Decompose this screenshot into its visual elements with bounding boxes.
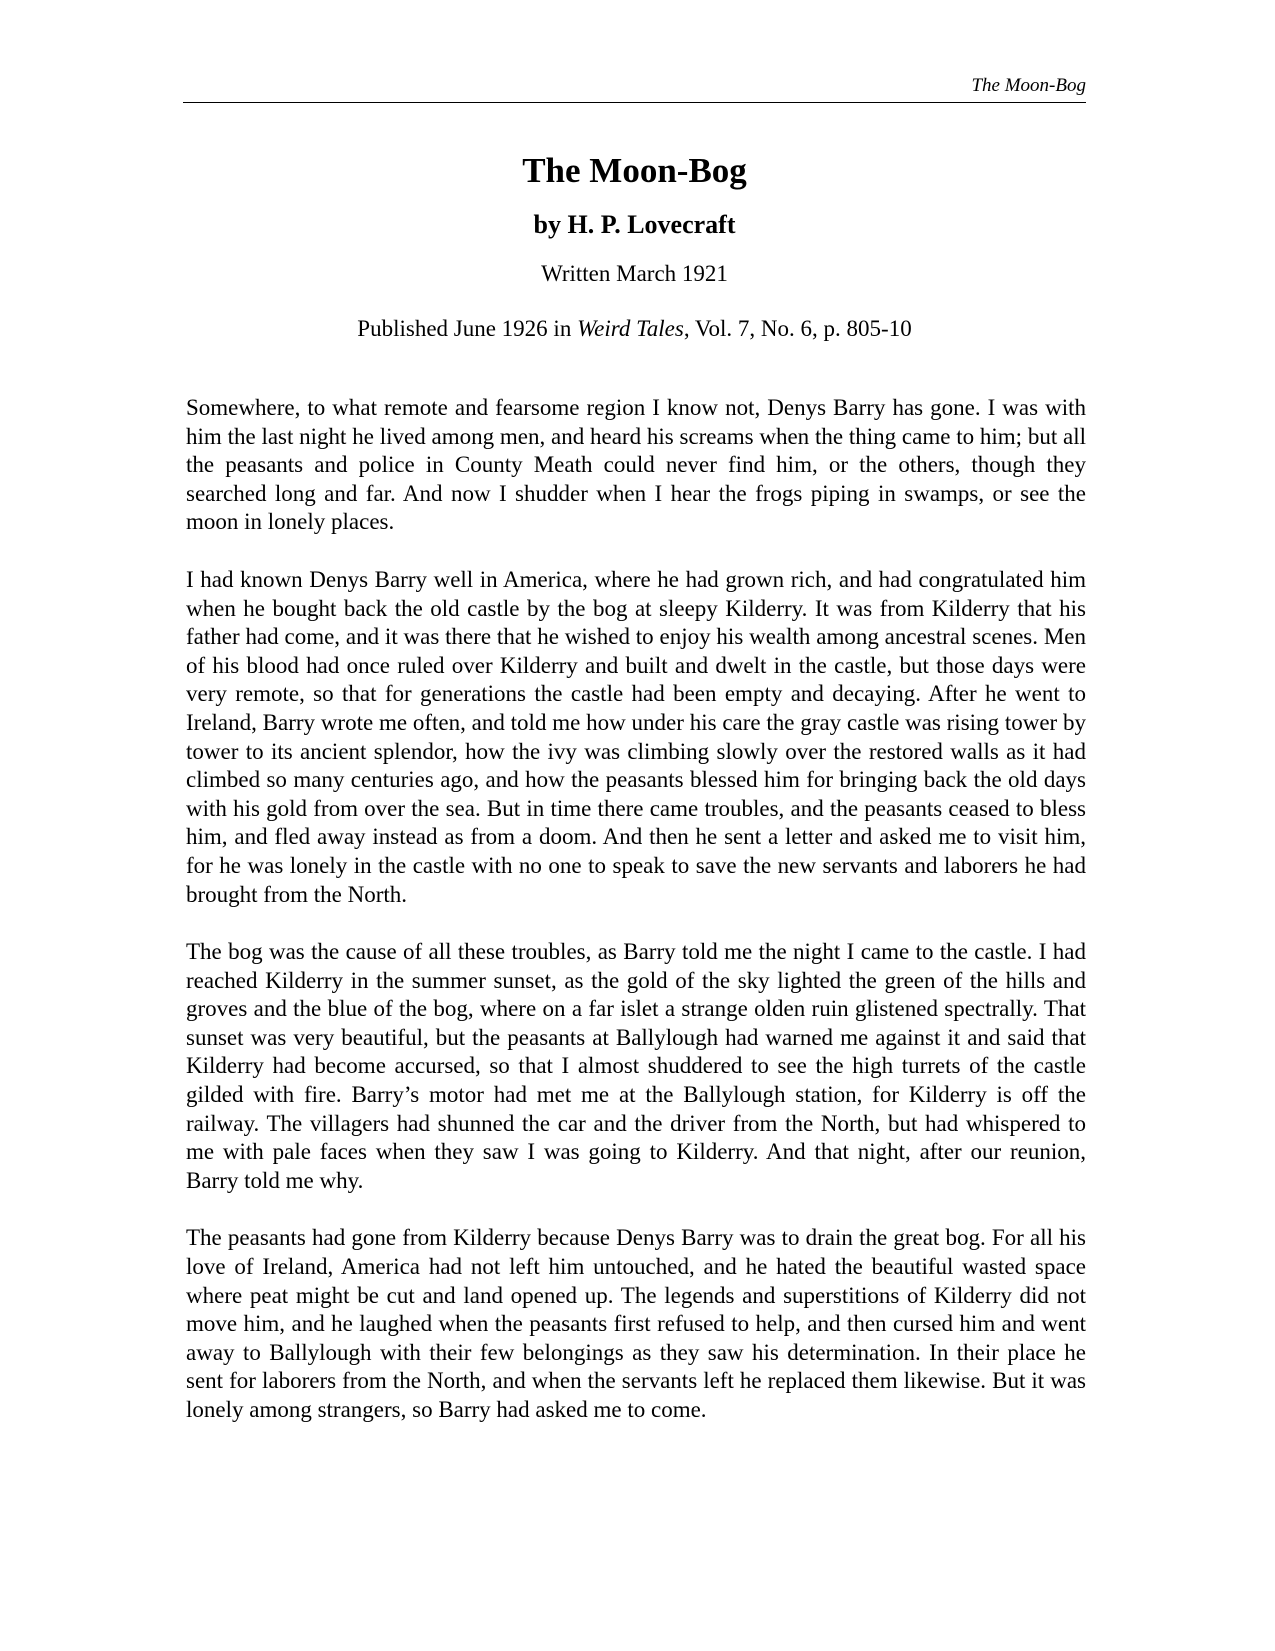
paragraph: I had known Denys Barry well in America, where he had grown rich, and had congratulated him when he bought back the old castle by the bog at sleepy Kilderry. It was from Kilderry that his father had come, and it was there that he wished to enjoy his wealth among ancestral scenes. Men of his blood had once ruled over Kilderry and built and dwelt in the castle, but those days were very remote, so that for generations the castle had been empty and decaying. After he went to Ireland, Barry wrote me often, and told me how under his care the gray castle was rising tower by tower to its ancient splendor, how the ivy was climbing slowly over the restored walls as it had climbed so many centuries ago, and how the peasants blessed him for bringing back the old days with his gold from over the sea. But in time there came troubles, and the peasants ceased to bless him, and fled away instead as from a doom. And then he sent a letter and asked me to visit him, for he was lonely in the castle with no one to speak to save the new servants and laborers he had brought from the North. [186,566,1086,907]
document-title: The Moon-Bog [522,151,747,190]
paragraph: Somewhere, to what remote and fearsome region I know not, Denys Barry has gone. I was with him the last night he lived among men, and heard his screams when the thing came to him; but all the peasants and police in County Meath could never find him, or the others, though they searched long and far. And now I shudder when I hear the frogs piping in swamps, or see the moon in lonely places. [186,395,1086,535]
written-date: Written March 1921 [541,261,728,286]
running-header [183,74,1086,103]
title-block [183,148,1086,344]
publication-suffix: , Vol. 7, No. 6, p. 805-10 [683,316,912,341]
running-header-title: The Moon-Bog [971,75,1086,96]
author-line: by H. P. Lovecraft [533,210,736,239]
publication-prefix: Published June 1926 in [357,316,578,341]
paragraph: The peasants had gone from Kilderry because Denys Barry was to drain the great bog. For all his love of Ireland, America had not left him untouched, and he hated the beautiful wasted space where peat might be cut and land opened up. The legends and superstitions of Kilderry did not move him, and he laughed when the peasants first refused to help, and then cursed him and went away to Ballylough with their few belongings as they saw his determination. In their place he sent for laborers from the North, and when the servants left he replaced them likewise. But it was lonely among strangers, so Barry had asked me to come. [186,1225,1086,1422]
publication-info [183,314,1086,344]
paragraph: The bog was the cause of all these troubles, as Barry told me the night I came to the castle. I had reached Kilderry in the summer sunset, as the gold of the sky lighted the green of the hills and groves and the blue of the bog, where on a far islet a strange olden ruin glistened spectrally. That sunset was very beautiful, but the peasants at Ballylough had warned me against it and said that Kilderry had become accursed, so that I almost shuddered to see the high turrets of the castle gilded with fire. Barry’s motor had met me at the Ballylough station, for Kilderry is off the railway. The villagers had shunned the car and the driver from the North, but had whispered to me with pale faces when they saw I was going to Kilderry. And that night, after our reunion, Barry told me why. [186,939,1086,1193]
magazine-title: Weird Tales [577,316,684,341]
story-body [186,394,1086,1454]
